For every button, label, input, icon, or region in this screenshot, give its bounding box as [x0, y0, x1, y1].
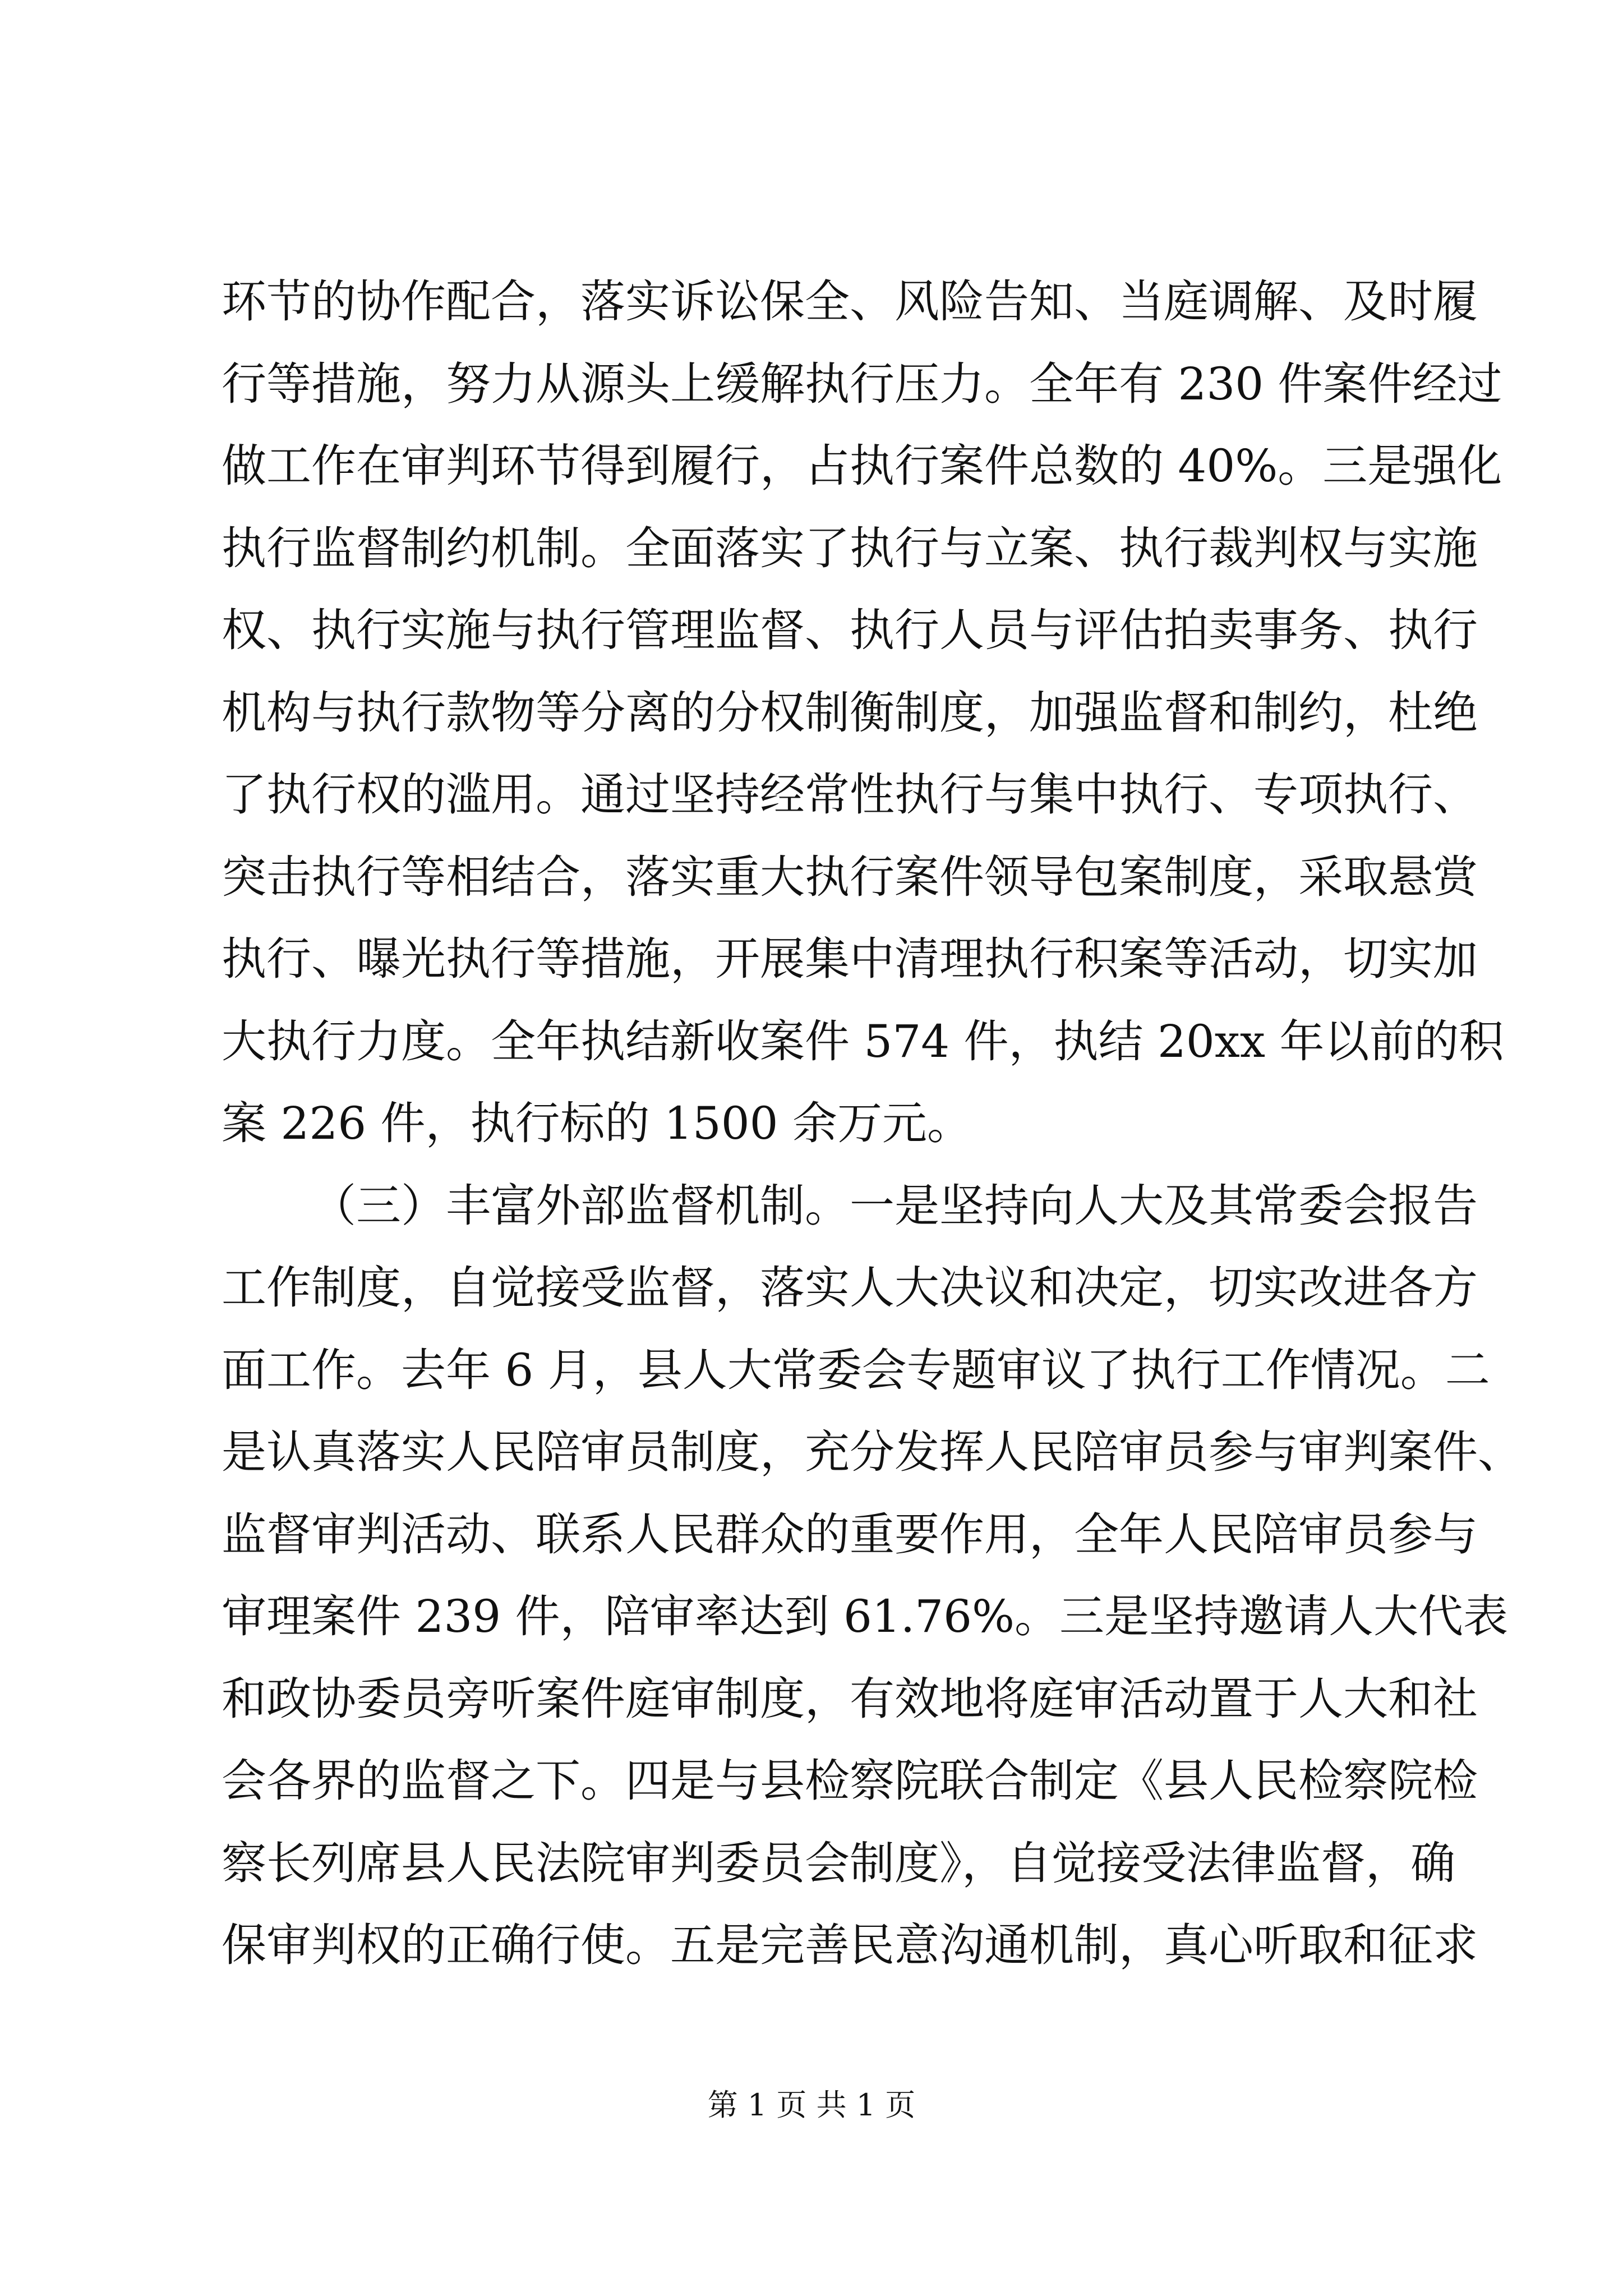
paragraph-line: 执行、曝光执行等措施，开展集中清理执行积案等活动，切实加 [222, 933, 1478, 985]
paragraph-line: 机构与执行款物等分离的分权制衡制度，加强监督和制约，杜绝 [222, 686, 1478, 739]
paragraph-line: 权、执行实施与执行管理监督、执行人员与评估拍卖事务、执行 [222, 604, 1478, 656]
paragraph-line: 审理案件 239 件，陪审率达到 61.76%。三是坚持邀请人大代表 [222, 1590, 1509, 1642]
paragraph-line: 突击执行等相结合，落实重大执行案件领导包案制度，采取悬赏 [222, 850, 1478, 903]
paragraph-line: 了执行权的滥用。通过坚持经常性执行与集中执行、专项执行、 [222, 769, 1478, 821]
paragraph-line: 工作制度，自觉接受监督，落实人大决议和决定，切实改进各方 [222, 1262, 1478, 1314]
paragraph-line: 行等措施，努力从源头上缓解执行压力。全年有 230 件案件经过 [222, 357, 1502, 410]
document-body [222, 261, 1523, 1987]
page-number-footer: 第 1 页 共 1 页 [707, 2087, 916, 2123]
paragraph-line: 案 226 件，执行标的 1500 余万元。 [222, 1097, 972, 1149]
paragraph-line: 察长列席县人民法院审判委员会制度》，自觉接受法律监督，确 [222, 1837, 1455, 1889]
paragraph-line: 做工作在审判环节得到履行，占执行案件总数的 40%。三是强化 [222, 440, 1502, 492]
paragraph-line: 是认真落实人民陪审员制度，充分发挥人民陪审员参与审判案件、 [222, 1426, 1523, 1478]
paragraph-line: 环节的协作配合，落实诉讼保全、风险告知、当庭调解、及时履 [222, 275, 1478, 328]
paragraph-line: 面工作。去年 6 月，县人大常委会专题审议了执行工作情况。二 [222, 1343, 1490, 1396]
paragraph-line: （三）丰富外部监督机制。一是坚持向人大及其常委会报告 [311, 1179, 1478, 1232]
paragraph-line: 执行监督制约机制。全面落实了执行与立案、执行裁判权与实施 [222, 522, 1478, 574]
paragraph-line: 保审判权的正确行使。五是完善民意沟通机制，真心听取和征求 [222, 1919, 1478, 1971]
paragraph-line: 会各界的监督之下。四是与县检察院联合制定《县人民检察院检 [222, 1755, 1478, 1807]
paragraph-line: 和政协委员旁听案件庭审制度，有效地将庭审活动置于人大和社 [222, 1672, 1478, 1725]
paragraph-line: 大执行力度。全年执结新收案件 574 件，执结 20xx 年以前的积 [222, 1015, 1504, 1068]
paragraph-line: 监督审判活动、联系人民群众的重要作用，全年人民陪审员参与 [222, 1508, 1478, 1561]
